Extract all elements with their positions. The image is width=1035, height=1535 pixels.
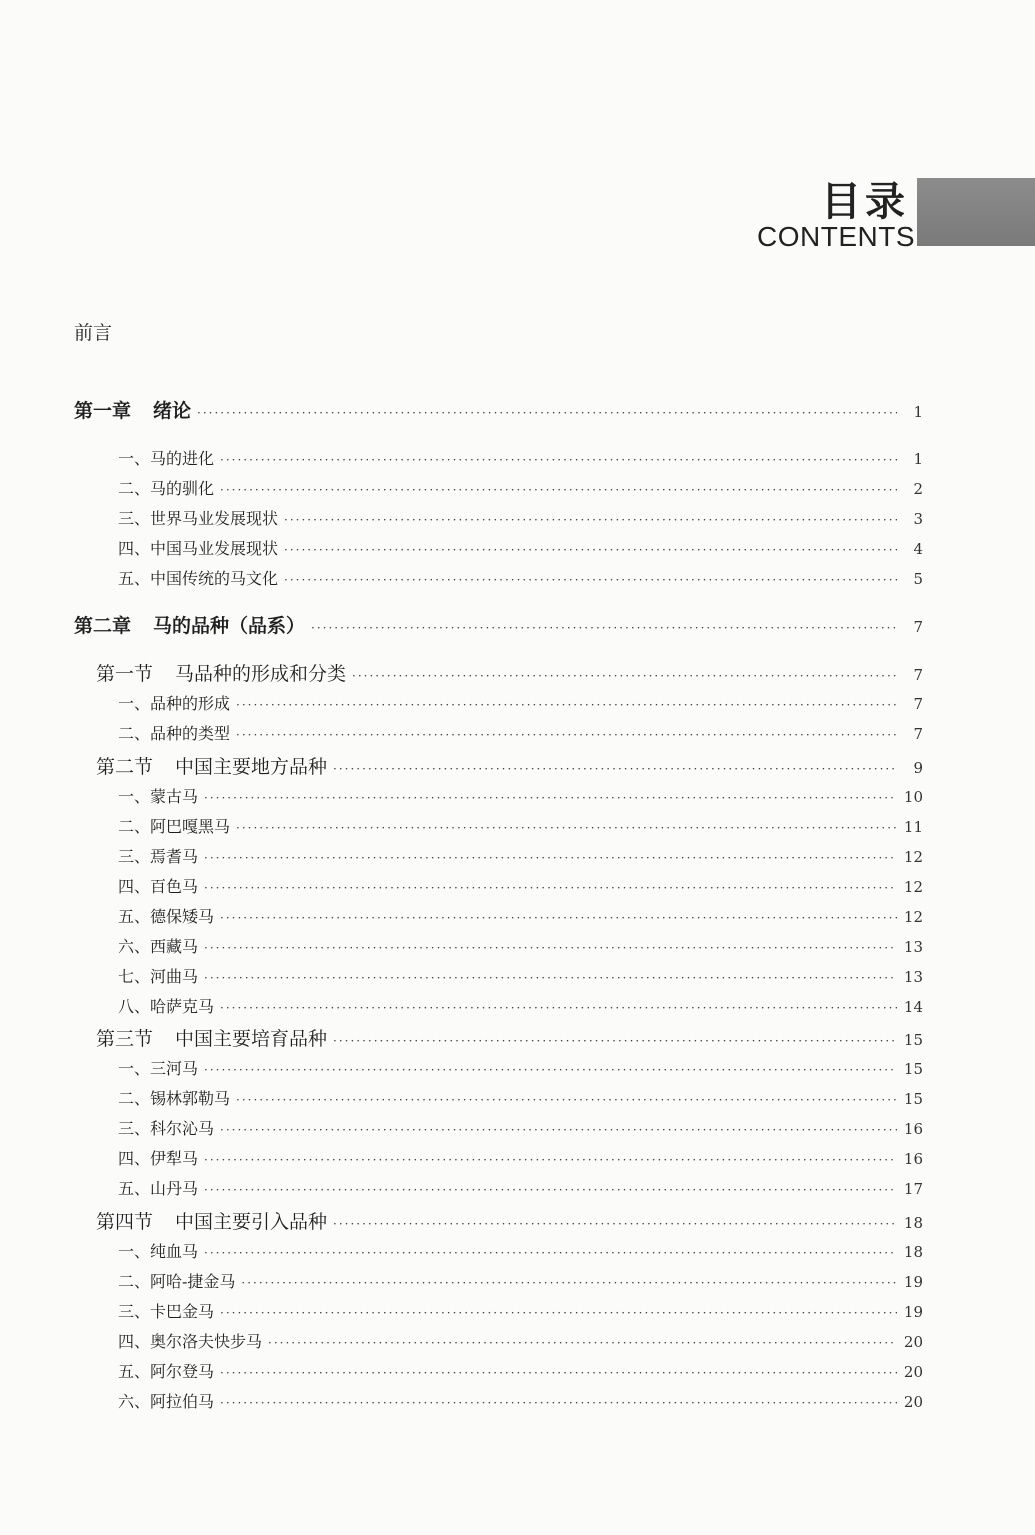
toc-item-row[interactable]: [118, 1329, 923, 1355]
page-number: 7: [913, 618, 923, 636]
toc-chapter-title: 马的品种（品系）: [153, 615, 306, 637]
dot-leader: [333, 1028, 897, 1054]
toc-section-row[interactable]: [96, 754, 923, 780]
dot-leader: [220, 1390, 897, 1416]
toc-item-label: 二、阿巴嘎黑马: [118, 817, 231, 836]
toc-item-label: 一、三河马: [118, 1059, 199, 1078]
page-number: 18: [903, 1243, 923, 1261]
dot-leader: [204, 875, 897, 901]
toc-item-row[interactable]: [118, 1056, 923, 1082]
page-number: 7: [913, 725, 923, 743]
toc-section-title: 中国主要培育品种: [175, 1028, 328, 1050]
preface-entry[interactable]: 前言: [74, 322, 113, 344]
toc-item-row[interactable]: [118, 844, 923, 870]
page-number: 19: [903, 1303, 923, 1321]
dot-leader: [284, 507, 897, 533]
page-number: 9: [913, 759, 923, 777]
dot-leader: [333, 1211, 897, 1237]
dot-leader: [197, 400, 897, 426]
page-number: 4: [913, 540, 923, 558]
page-number: 5: [913, 570, 923, 588]
toc-item-row[interactable]: [118, 1269, 923, 1295]
toc-item-row[interactable]: [118, 566, 923, 592]
page-number: 10: [903, 788, 923, 806]
dot-leader: [204, 1177, 897, 1203]
toc-item-row[interactable]: [118, 904, 923, 930]
toc-item-row[interactable]: [118, 964, 923, 990]
dot-leader: [236, 1087, 897, 1113]
toc-item-label: 五、中国传统的马文化: [118, 569, 279, 588]
toc-section-number: 第四节: [96, 1211, 154, 1233]
toc-chapter-label: [74, 613, 305, 639]
dot-leader: [220, 905, 897, 931]
toc-section-title: 中国主要地方品种: [175, 756, 328, 778]
page-number: 15: [903, 1060, 923, 1078]
toc-title-chinese: 目录: [821, 179, 909, 225]
toc-item-row[interactable]: [118, 784, 923, 810]
toc-item-label: 一、蒙古马: [118, 787, 199, 806]
toc-item-label: 四、中国马业发展现状: [118, 539, 279, 558]
toc-section-title: 马品种的形成和分类: [175, 663, 347, 685]
toc-item-row[interactable]: [118, 994, 923, 1020]
toc-item-label: 三、卡巴金马: [118, 1302, 215, 1321]
toc-item-label: 五、山丹马: [118, 1179, 199, 1198]
dot-leader: [204, 1240, 897, 1266]
page-number: 1: [913, 450, 923, 468]
page-number: 16: [903, 1120, 923, 1138]
toc-item-label: 一、品种的形成: [118, 694, 231, 713]
toc-section-number: 第三节: [96, 1028, 154, 1050]
page-number: 18: [903, 1214, 923, 1232]
page-number: 15: [903, 1031, 923, 1049]
toc-item-row[interactable]: [118, 1176, 923, 1202]
toc-section-label: [96, 661, 346, 687]
toc-item-label: 四、奥尔洛夫快步马: [118, 1332, 263, 1351]
toc-chapter-row[interactable]: [74, 398, 923, 424]
toc-title-english: CONTENTS: [757, 221, 915, 252]
toc-item-label: 五、阿尔登马: [118, 1362, 215, 1381]
page-number: 17: [903, 1180, 923, 1198]
toc-section-row[interactable]: [96, 661, 923, 687]
page-number: 3: [913, 510, 923, 528]
toc-section-number: 第二节: [96, 756, 154, 778]
toc-item-row[interactable]: [118, 1389, 923, 1415]
page-number: 20: [903, 1333, 923, 1351]
toc-section-title: 中国主要引入品种: [175, 1211, 328, 1233]
toc-item-label: 一、纯血马: [118, 1242, 199, 1261]
dot-leader: [241, 1270, 897, 1296]
dot-leader: [268, 1330, 897, 1356]
toc-item-row[interactable]: [118, 1086, 923, 1112]
page-number: 14: [903, 998, 923, 1016]
toc-item-label: 二、品种的类型: [118, 724, 231, 743]
dot-leader: [220, 477, 897, 503]
dot-leader: [204, 845, 897, 871]
toc-item-row[interactable]: [118, 934, 923, 960]
toc-item-label: 二、马的驯化: [118, 479, 215, 498]
page-number: 12: [903, 848, 923, 866]
toc-item-label: 四、百色马: [118, 877, 199, 896]
dot-leader: [352, 663, 897, 689]
page-number: 13: [903, 968, 923, 986]
dot-leader: [236, 722, 897, 748]
toc-section-label: [96, 1209, 327, 1235]
toc-section-label: [96, 1026, 327, 1052]
page-number: 12: [903, 908, 923, 926]
dot-leader: [204, 965, 897, 991]
page-number: 16: [903, 1150, 923, 1168]
toc-chapter-number: 第二章: [74, 615, 132, 637]
toc-item-label: 三、世界马业发展现状: [118, 509, 279, 528]
toc-item-row[interactable]: [118, 721, 923, 747]
dot-leader: [333, 756, 897, 782]
header-gray-bar: [917, 178, 1035, 246]
toc-item-row[interactable]: [118, 506, 923, 532]
toc-item-label: 七、河曲马: [118, 967, 199, 986]
toc-chapter-label: [74, 398, 191, 424]
dot-leader: [311, 615, 897, 641]
toc-item-row[interactable]: [118, 1359, 923, 1385]
toc-item-label: 三、科尔沁马: [118, 1119, 215, 1138]
page-number: 7: [913, 666, 923, 684]
page-number: 2: [913, 480, 923, 498]
toc-item-label: 五、德保矮马: [118, 907, 215, 926]
dot-leader: [220, 1300, 897, 1326]
toc-item-row[interactable]: [118, 536, 923, 562]
toc-item-row[interactable]: [118, 691, 923, 717]
toc-section-label: [96, 754, 327, 780]
dot-leader: [204, 935, 897, 961]
page-number: 11: [903, 818, 923, 836]
dot-leader: [220, 1360, 897, 1386]
dot-leader: [204, 1147, 897, 1173]
dot-leader: [204, 1057, 897, 1083]
page-number: 20: [903, 1393, 923, 1411]
toc-item-row[interactable]: [118, 874, 923, 900]
dot-leader: [220, 995, 897, 1021]
dot-leader: [284, 537, 897, 563]
page-number: 7: [913, 695, 923, 713]
dot-leader: [236, 692, 897, 718]
dot-leader: [284, 567, 897, 593]
page-number: 15: [903, 1090, 923, 1108]
toc-item-label: 四、伊犁马: [118, 1149, 199, 1168]
toc-item-row[interactable]: [118, 814, 923, 840]
toc-item-label: 一、马的进化: [118, 449, 215, 468]
dot-leader: [220, 447, 897, 473]
toc-item-label: 二、阿哈-捷金马: [118, 1272, 236, 1291]
toc-item-row[interactable]: [118, 1146, 923, 1172]
page-number: 19: [903, 1273, 923, 1291]
page-number: 13: [903, 938, 923, 956]
toc-item-row[interactable]: [118, 1299, 923, 1325]
dot-leader: [204, 785, 897, 811]
dot-leader: [236, 815, 897, 841]
page-number: 20: [903, 1363, 923, 1381]
toc-chapter-title: 绪论: [153, 400, 192, 422]
page-number: 1: [913, 403, 923, 421]
toc-section-row[interactable]: [96, 1209, 923, 1235]
page-number: 12: [903, 878, 923, 896]
toc-chapter-number: 第一章: [74, 400, 132, 422]
toc-chapter-row[interactable]: [74, 613, 923, 639]
toc-section-row[interactable]: [96, 1026, 923, 1052]
dot-leader: [220, 1117, 897, 1143]
toc-item-label: 三、焉耆马: [118, 847, 199, 866]
toc-item-label: 二、锡林郭勒马: [118, 1089, 231, 1108]
toc-item-label: 八、哈萨克马: [118, 997, 215, 1016]
toc-item-row[interactable]: [118, 476, 923, 502]
toc-section-number: 第一节: [96, 663, 154, 685]
toc-item-label: 六、阿拉伯马: [118, 1392, 215, 1411]
toc-item-row[interactable]: [118, 446, 923, 472]
toc-item-row[interactable]: [118, 1239, 923, 1265]
toc-item-row[interactable]: [118, 1116, 923, 1142]
toc-item-label: 六、西藏马: [118, 937, 199, 956]
